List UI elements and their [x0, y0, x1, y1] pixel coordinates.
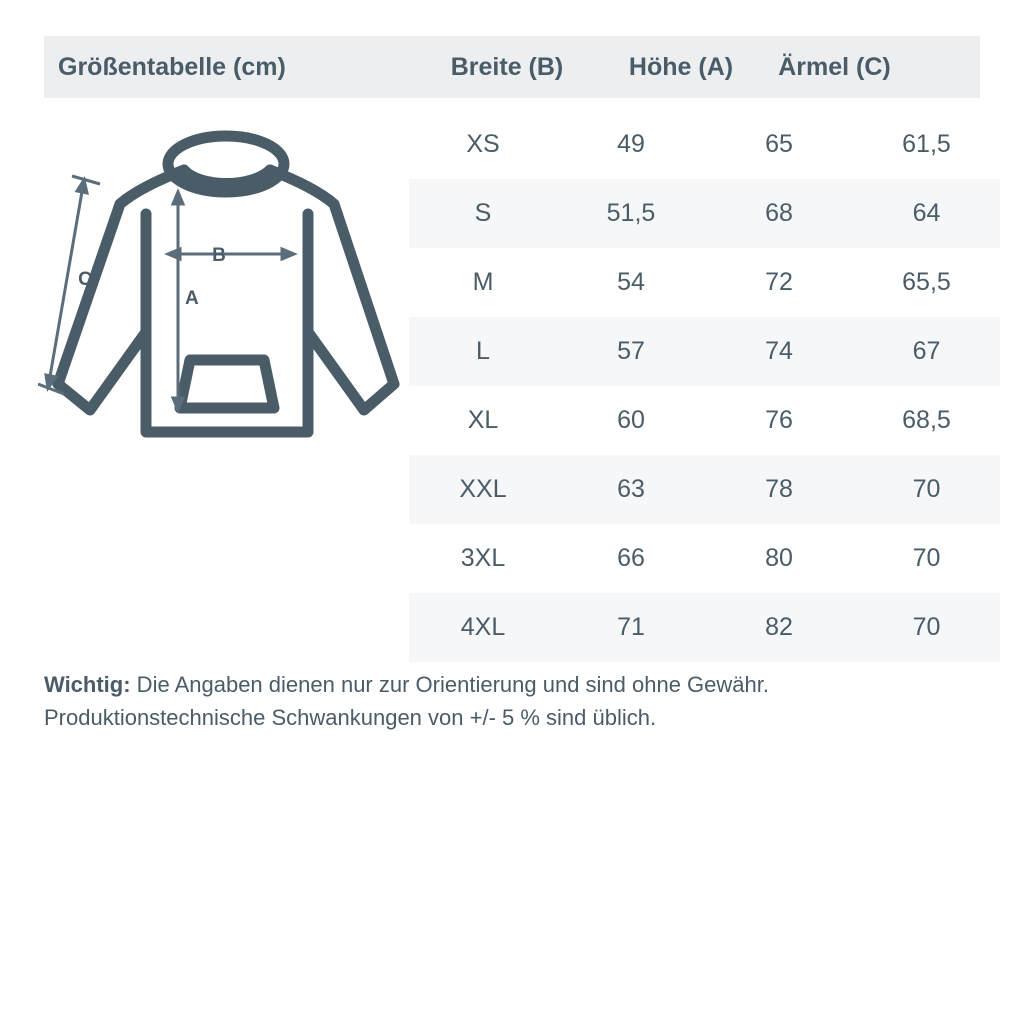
table-row: [409, 110, 1000, 179]
cell-width: 54: [617, 268, 645, 296]
cell-width: 51,5: [606, 199, 656, 227]
cell-height: 76: [765, 406, 793, 434]
cell-size: XS: [466, 130, 500, 158]
column-header-height: Höhe (A): [628, 52, 734, 81]
cell-size: XL: [467, 406, 499, 434]
cell-width: 49: [617, 130, 645, 158]
table-row: [409, 455, 1000, 524]
cell-sleeve: 61,5: [902, 130, 951, 158]
cell-sleeve: 70: [912, 475, 941, 503]
disclaimer-line1: Die Angaben dienen nur zur Orientierung und sind ohne Gewähr.: [130, 672, 769, 697]
cell-height: 68: [765, 199, 793, 227]
cell-sleeve: 67: [912, 337, 941, 365]
cell-width: 66: [617, 544, 645, 572]
diagram-label-b: B: [212, 245, 226, 266]
cell-sleeve: 65,5: [902, 268, 951, 296]
table-row: [409, 386, 1000, 455]
cell-height: 82: [765, 613, 793, 641]
cell-sleeve: 70: [912, 613, 941, 641]
size-table: [409, 110, 1000, 662]
table-row: [409, 317, 1000, 386]
cell-sleeve: 70: [912, 544, 941, 572]
disclaimer-note: [44, 668, 984, 734]
cell-height: 65: [765, 130, 793, 158]
cell-size: 3XL: [460, 544, 506, 572]
cell-size: L: [476, 337, 490, 365]
disclaimer-lead: Wichtig:: [44, 672, 131, 697]
column-headers: [409, 36, 980, 98]
cell-width: 57: [617, 337, 645, 365]
cell-width: 60: [617, 406, 645, 434]
table-row: [409, 179, 1000, 248]
cell-size: 4XL: [460, 613, 506, 641]
table-row: [409, 248, 1000, 317]
disclaimer-line2: Produktionstechnische Schwankungen von +/- 5 % sind üblich.: [44, 705, 657, 730]
table-row: [409, 524, 1000, 593]
table-header: [44, 36, 980, 98]
cell-height: 74: [765, 337, 793, 365]
column-header-width: Breite (B): [450, 52, 564, 81]
page-title: Größentabelle (cm): [58, 52, 286, 81]
cell-width: 63: [617, 475, 645, 503]
cell-size: XXL: [459, 475, 507, 503]
diagram-label-c: C: [78, 269, 92, 290]
cell-height: 78: [765, 475, 793, 503]
hoodie-diagram: [38, 118, 408, 458]
cell-size: S: [474, 199, 492, 227]
diagram-label-a: A: [185, 288, 199, 309]
table-row: [409, 593, 1000, 662]
cell-width: 71: [617, 613, 645, 641]
cell-sleeve: 68,5: [902, 406, 951, 434]
cell-height: 72: [765, 268, 793, 296]
cell-size: M: [472, 268, 494, 296]
column-header-sleeve: Ärmel (C): [778, 52, 891, 81]
cell-sleeve: 64: [912, 199, 941, 227]
cell-height: 80: [765, 544, 793, 572]
